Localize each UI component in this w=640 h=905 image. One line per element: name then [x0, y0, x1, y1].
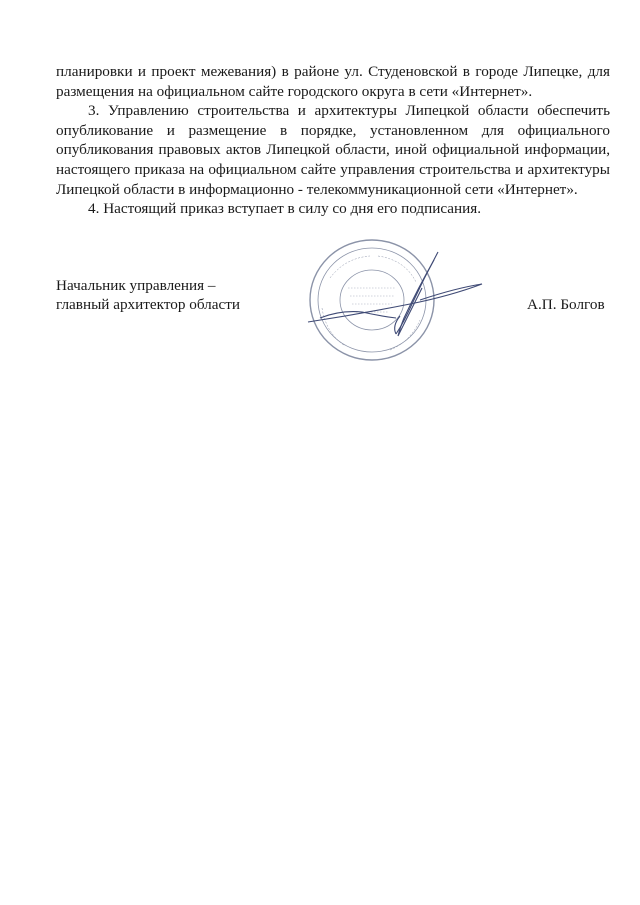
document-body — [56, 62, 610, 219]
signatory-position-line-1: Начальник управления – — [56, 277, 216, 294]
paragraph-continuation: планировки и проект межевания) в районе ул. Студеновской в городе Липецке, для размещения на официальном сайте городского округа в сети «Интернет». — [56, 63, 610, 100]
signatory-position-line-2: главный архитектор области — [56, 296, 241, 313]
paragraph-4: 4. Настоящий приказ вступает в силу со дня его подписания. — [88, 200, 482, 218]
official-seal-with-signature — [300, 238, 500, 368]
signatory-position — [56, 276, 240, 314]
signatory-name: А.П. Болгов — [527, 296, 605, 313]
paragraph-3: 3. Управлению строительства и архитектуры Липецкой области обеспечить опубликование и размещение в порядке, установленном для официального опубликования правовых актов Липецкой области, иной официальной информации, настоящего приказа на официальном сайте управления строительства и архитектуры Липецкой области в информационно - телекоммуникационной сети «Интернет». — [56, 102, 610, 198]
